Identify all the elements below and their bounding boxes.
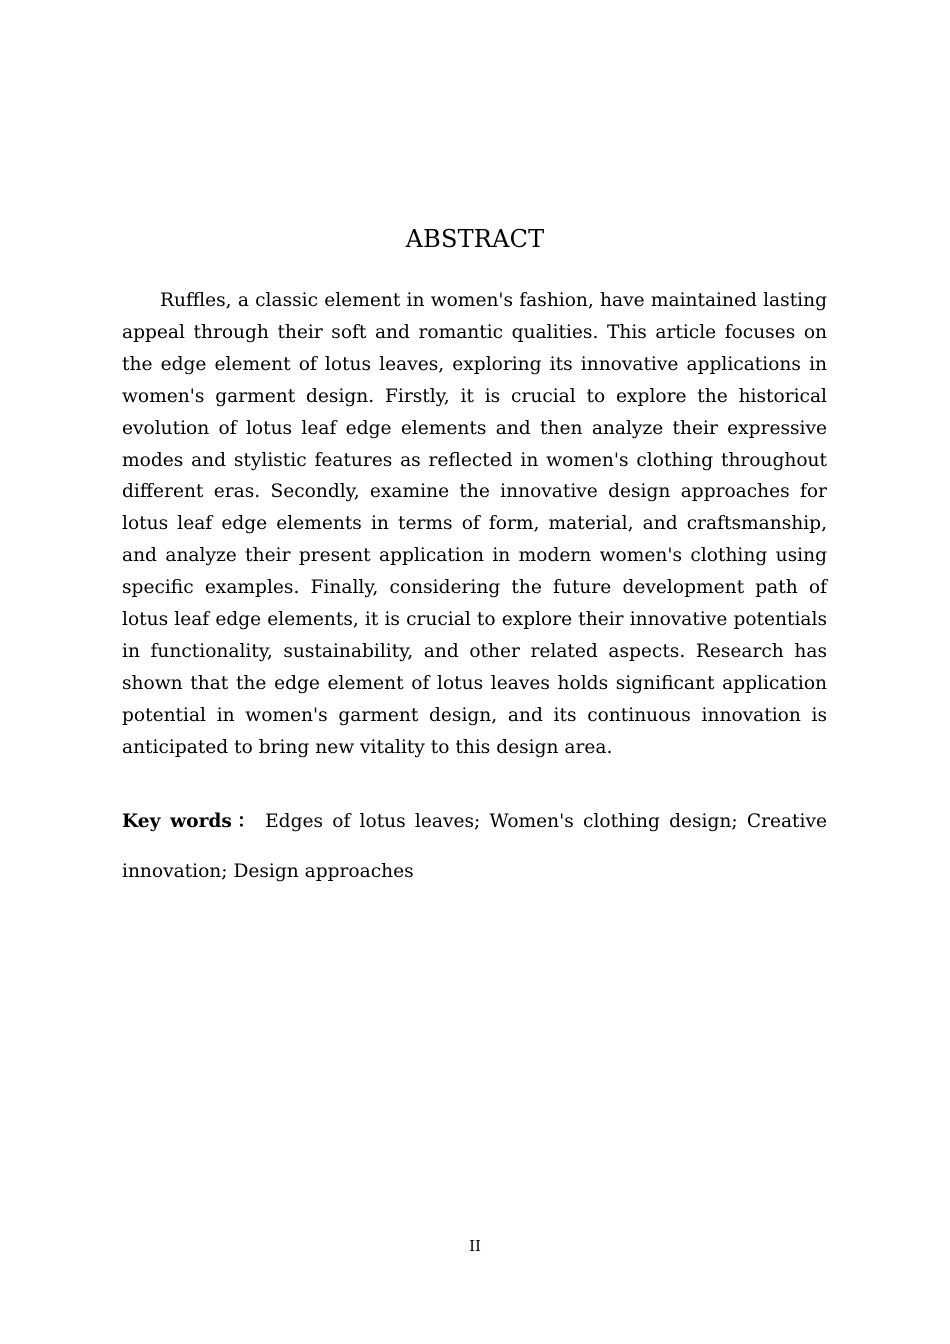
keywords-text: Edges of lotus leaves; Women's clothing design; Creative innovation; Design approaches — [122, 811, 827, 882]
keywords-colon: ： — [233, 811, 260, 832]
page-number: II — [469, 1237, 481, 1255]
abstract-body: Ruffles, a classic element in women's fashion, have maintained lasting appeal through their soft and romantic qualities. This article focuses on the edge element of lotus leaves, exploring its innovative applications in women's garment design. Firstly, it is crucial to explore the historical evolution of lotus leaf edge elements and then analyze their expressive modes and stylistic features as reflected in women's clothing throughout different eras. Secondly, examine the innovative design approaches for lotus leaf edge elements in terms of form, material, and craftsmanship, and analyze their present application in modern women's clothing using specific examples. Finally, considering the future development path of lotus leaf edge elements, it is crucial to explore their innovative potentials in functionality, sustainability, and other related aspects. Research has shown that the edge element of lotus leaves holds significant application potential in women's garment design, and its continuous innovation is anticipated to bring new vitality to this design area. — [122, 290, 827, 758]
keywords-line — [122, 797, 827, 897]
keywords-label: Key words — [122, 811, 232, 832]
abstract-title: ABSTRACT — [405, 225, 545, 253]
